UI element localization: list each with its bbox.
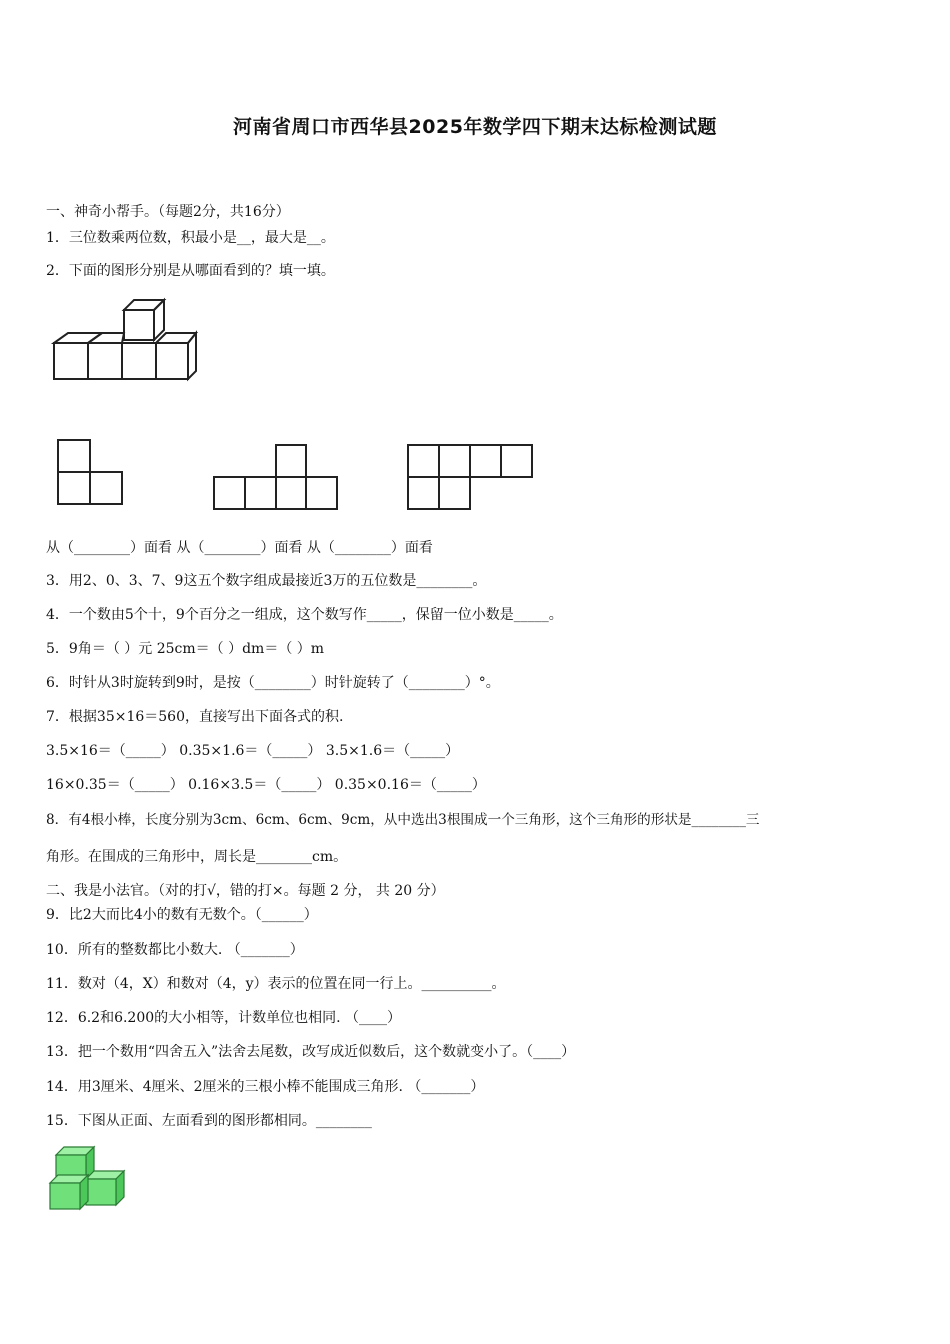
question-14: 14．用3厘米、4厘米、2厘米的三根小棒不能围成三角形. （_______）: [46, 1079, 485, 1095]
question-9: 9．比2大而比4小的数有无数个。（______）: [46, 907, 318, 923]
question-15: 15．下图从正面、左面看到的图形都相同。________: [46, 1113, 372, 1129]
question-2: 2．下面的图形分别是从哪面看到的？填一填。: [46, 263, 335, 279]
question-12: 12．6.2和6.200的大小相等，计数单位也相同. （____）: [46, 1010, 402, 1026]
section1-heading: 一、神奇小帮手。（每题2分，共16分）: [46, 204, 290, 220]
question-13: 13．把一个数用“四舍五入”法舍去尾数，改写成近似数后，这个数就变小了。（____）: [46, 1044, 576, 1060]
question-7-row-1: 3.5×16＝（_____） 0.35×1.6＝（_____） 3.5×1.6＝（_____）: [46, 743, 460, 759]
question-6: 6．时针从3时旋转到9时，是按（________）时针旋转了（________）°。: [46, 675, 500, 691]
view-figure-2: [210, 441, 342, 513]
question-5: 5．9角＝（ ）元 25cm＝（ ）dm＝（ ）m: [46, 641, 325, 657]
question-1: 1．三位数乘两位数，积最小是__，最大是__。: [46, 230, 335, 246]
question-11: 11．数对（4，X）和数对（4，y）表示的位置在同一行上。__________。: [46, 976, 506, 992]
question-7: 7．根据35×16＝560，直接写出下面各式的积.: [46, 709, 344, 725]
view-figure-1: [54, 436, 126, 508]
view-answer-blanks: 从（________）面看 从（________）面看 从（________）面看: [46, 540, 433, 556]
question-8-line-2: 角形。在围成的三角形中，周长是________cm。: [46, 849, 348, 865]
question-10: 10．所有的整数都比小数大. （_______）: [46, 942, 304, 958]
cube-stack-figure: [48, 293, 200, 387]
question-8-line-1: 8．有4根小棒，长度分别为3cm、6cm、6cm、9cm，从中选出3根围成一个三角形，这个三角形的形状是________三: [46, 812, 760, 828]
question-4: 4．一个数由5个十，9个百分之一组成，这个数写作_____，保留一位小数是_____。: [46, 607, 563, 623]
section2-heading: 二、我是小法官。（对的打√，错的打×。每题 2 分， 共 20 分）: [46, 883, 445, 899]
question-7-row-2: 16×0.35＝（_____） 0.16×3.5＝（_____） 0.35×0.16＝（_____）: [46, 777, 486, 793]
green-cubes-figure: [46, 1145, 128, 1215]
page-title: 河南省周口市西华县2025年数学四下期末达标检测试题: [233, 116, 717, 138]
view-figure-3: [404, 441, 538, 513]
question-3: 3．用2、0、3、7、9这五个数字组成最接近3万的五位数是________。: [46, 573, 487, 589]
